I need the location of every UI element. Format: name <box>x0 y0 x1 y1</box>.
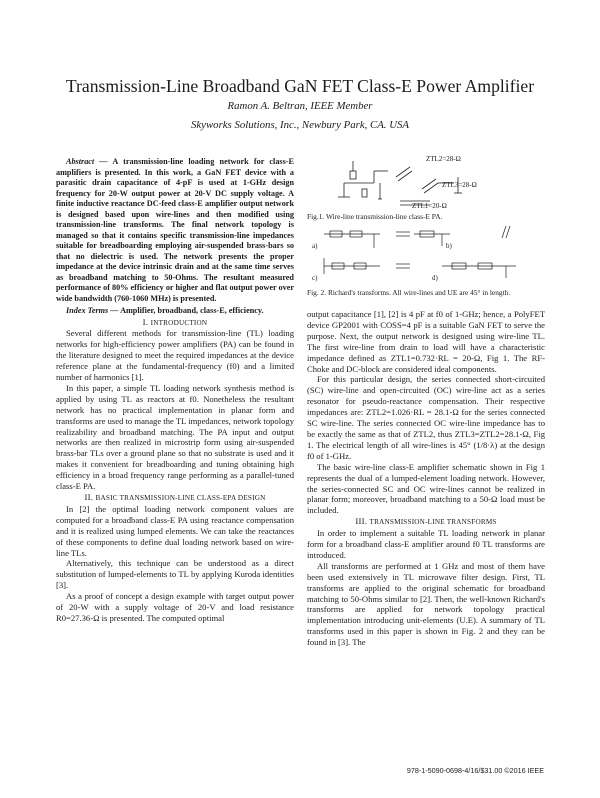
abstract-lead: Abstract — <box>66 157 108 166</box>
fig2-panel-d: d) <box>432 274 438 282</box>
index-terms-text: Amplifier, broadband, class-E, efficiency. <box>118 306 264 315</box>
section-heading-introduction <box>56 317 294 329</box>
paragraph: output capacitance [1], [2] is 4 pF at f0 of 1-GHz; hence, a PolyFET device GP2001 with COSS=4 pF is a suitable GaN FET to serve the purpose. Next, the output network is designed using wire-line TL. The first wire-line from drain to load will have a characteristic impedance defined as ZTL1=0.732·RL = 20-Ω, Fig 1. The RF-Choke and DC-block are considered ideal components. <box>307 309 545 374</box>
right-column <box>307 309 545 648</box>
section-number: III. <box>355 516 370 527</box>
fig2-panel-a: a) <box>312 242 318 250</box>
section-number: I. <box>142 316 151 327</box>
abstract-text: A transmission-line loading network for class-E amplifiers is presented. In this work, a GaN FET device with a parasitic drain capacitance of 4-pF is used at 1-GHz design frequency for 20-W output power at 20-V DC supply voltage. A finite inductive reactance DC-feed class-E amplifier output network is designed based upon wire-lines and then modified using transmission-line transforms. The final network topology is managed so that it contains specific transmission-line impedances suitable for breadboarding employing air-suspended brass-bars so that no dielectric is used. The network presents the proper impedance at the device intrinsic drain and at the same time serves as broadband matching to 50-Ohms. The resultant measured performance of 80% efficiency or higher and flat output power over wide bandwidth (760-1060 MHz) is presented. <box>56 157 294 303</box>
section-heading-transforms <box>307 516 545 528</box>
paper-affiliation: Skyworks Solutions, Inc., Newbury Park, CA. USA <box>190 119 409 131</box>
paragraph: As a proof of concept a design example with target output power of 20-W with a supply voltage of 20-V and load resistance R0=27.36-Ω is presented. The computed optimal <box>56 591 294 623</box>
paragraph: In [2] the optimal loading network component values are computed for a broadband class-E PA using reactance compensation and it is realized using lumped elements. We can take the reactances of these components to define dual loading network based on wire-line TLs. <box>56 503 294 558</box>
paragraph: For this particular design, the series connected short-circuited (SC) wire-line and open-circuited (OC) wire-line act as a series resonator for pseudo-reactance compensation. Their respective impedances are: ZTL2=1.026·RL = 28.1-Ω for the series connected SC wire-line. The series connected OC wire-line impedance has to be exactly the same as that of ZTL2, thus ZTL3=ZTL2=28.1-Ω, Fig 1. The electrical length of all wire-lines is 45° (1/8·λ) at the design f0 of 1-GHz. <box>307 374 545 461</box>
paper-author: Ramon A. Beltran, IEEE Member <box>227 100 373 112</box>
fig1-label-ztl1: ZTL1=20-Ω <box>412 202 447 209</box>
section-title: BASIC TRANSMISSION-LINE CLASS-EPA DESIGN <box>95 494 266 502</box>
index-terms <box>56 306 294 317</box>
fig2-panel-c: c) <box>312 274 318 282</box>
paragraph: All transforms are performed at 1 GHz and most of them have been used extensively in TL microwave filter design. First, TL transforms are applied to the original schematic for broadband matching to 50-Ohms similar to [2]. Then, the well-known Richard's transforms are applied for network topology practical implementation introducing unit-elements (U.E). A summary of TL transforms used in this paper is shown in Fig. 2 and they can be found in [3]. The <box>307 560 545 648</box>
section-title: INTRODUCTION <box>150 318 208 327</box>
figure-1-caption: Fig.1. Wire-line transmission-line class-E PA. <box>307 212 443 221</box>
paragraph: Several different methods for transmission-line (TL) loading networks for high-efficiency power amplifiers (PA) can be found in the literature designed to meet the required impedances at the device reference plane at the fundamental-frequency (f0) and a limited number of harmonics [1]. <box>56 328 294 383</box>
paragraph: Alternatively, this technique can be understood as a direct substitution of lumped-elements to TL by applying Kuroda identities [3]. <box>56 558 294 591</box>
paragraph: The basic wire-line class-E amplifier schematic shown in Fig 1 represents the dual of a lumped-element loading network. However, the series-connected SC and OC wire-lines cannot be realized in planar form; moreover, broadband matching to a 50-Ω load must be included. <box>307 461 545 516</box>
index-terms-lead: Index Terms — <box>66 306 119 315</box>
section-title: TRANSMISSION-LINE TRANSFORMS <box>369 518 497 527</box>
figure-2-transforms <box>310 222 548 286</box>
paragraph: In this paper, a simple TL loading network synthesis method is applied by using TL as reactors at f0. Nonetheless the resultant network has no practical implementation in planar form and transforms are used to manage the TL impedances, network topology realizability and broadband matching. The PA input and output networks are then realized in microstrip form using air-suspended brass-bar TLs over a ground plane so that no substrate is used and it makes it convenient for breadboarding and tuning obtaining high efficiency in a broad frequency range performing as a parallel-tuned class-E PA. <box>56 382 294 492</box>
figure-2-caption: Fig. 2. Richard's transforms. All wire-lines and UE are 45° in length. <box>307 288 511 297</box>
paragraph: In order to implement a suitable TL loading network in planar form for a broadband class-E amplifier around f0 TL transforms are introduced. <box>307 528 545 560</box>
fig1-label-ztl2: ZTL2=28-Ω <box>426 155 461 163</box>
section-number: II. <box>84 492 96 502</box>
paper-title: Transmission-Line Broadband GaN FET Class-E Power Amplifier <box>65 76 535 96</box>
figure-1-schematic <box>330 153 490 209</box>
section-heading-design <box>56 492 294 504</box>
abstract <box>56 157 294 304</box>
fig1-label-ztl3: ZTL3=28-Ω <box>442 181 477 189</box>
left-column <box>56 157 294 624</box>
copyright-footer: 978-1-5090-0698-4/16/$31.00 ©2016 IEEE <box>406 766 544 775</box>
fig2-panel-b: b) <box>446 242 452 250</box>
